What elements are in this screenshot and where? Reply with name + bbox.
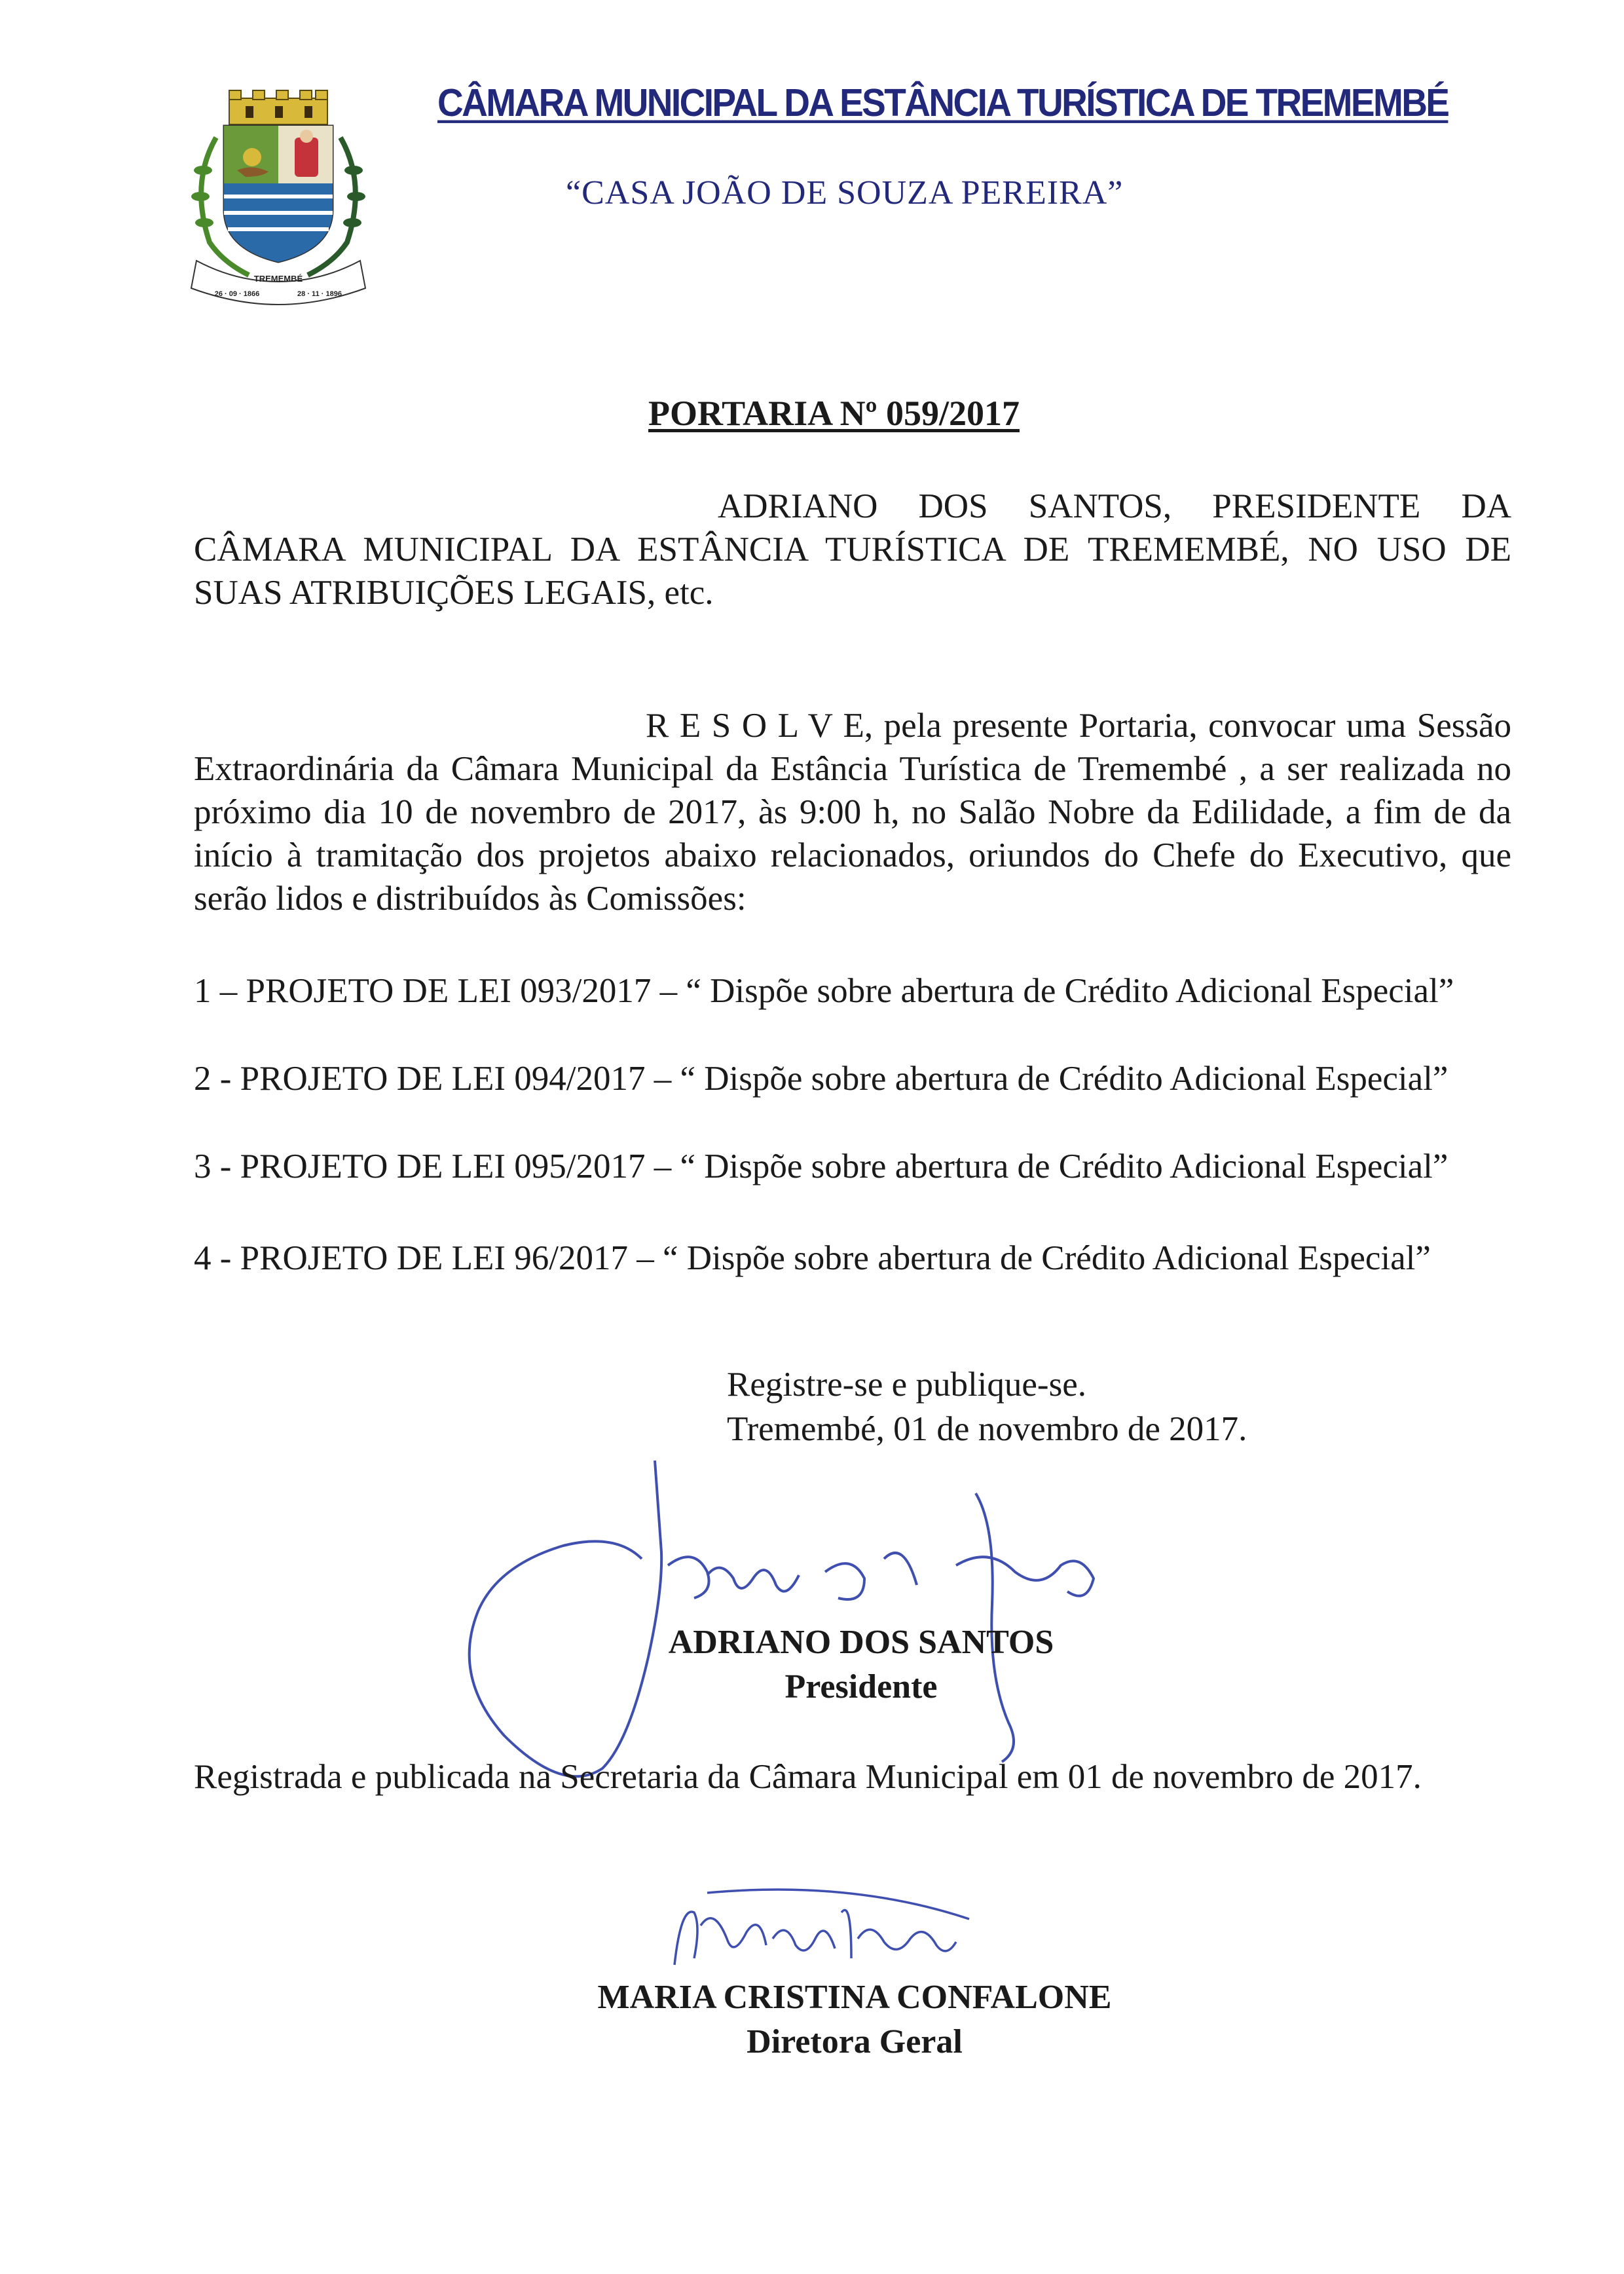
project-item-2: 2 - PROJETO DE LEI 094/2017 – “ Dispõe sobre abertura de Crédito Adicional Especial” [194,1060,1449,1098]
preamble-text: ADRIANO DOS SANTOS, PRESIDENTE DA CÂMARA MUNICIPAL DA ESTÂNCIA TURÍSTICA DE TREMEMBÉ, NO USO DE SUAS ATRIBUIÇÕES LEGAIS, etc. [194,487,1511,612]
closing-line-1: Registre-se e publique-se. [727,1366,1086,1404]
resolve-lead: R E S O L V E [646,707,864,745]
resolve-body: , pela presente Portaria, convocar uma Sessão Extraordinária da Câmara Municipal da Estância Turística de Tremembé , a ser realizada no próximo dia 10 de novembro de 2017, às 9:00 h, no Salão Nobre da Edilidade, a fim de da início à tramitação dos projetos abaixo relacionados, oriundos do Chefe do Executivo, que serão lidos e distribuídos às Comissões: [194,707,1511,918]
seal-banner-text: TREMEMBÉ [253,274,303,284]
signatory-1-name: ADRIANO DOS SANTOS [668,1624,1054,1661]
project-item-1: 1 – PROJETO DE LEI 093/2017 – “ Dispõe sobre abertura de Crédito Adicional Especial” [194,972,1454,1010]
signatory-2-name: MARIA CRISTINA CONFALONE [597,1979,1112,2016]
project-item-4: 4 - PROJETO DE LEI 96/2017 – “ Dispõe sobre abertura de Crédito Adicional Especial” [194,1239,1431,1277]
header-subtitle: “CASA JOÃO DE SOUZA PEREIRA” [566,174,1124,212]
seal-left-date: 26 · 09 · 1866 [214,290,260,298]
registration-note: Registrada e publicada na Secretaria da Câmara Municipal em 01 de novembro de 2017. [194,1758,1422,1796]
header-title: CÂMARA MUNICIPAL DA ESTÂNCIA TURÍSTICA DE TREMEMBÉ [437,81,1449,125]
preamble-paragraph [194,485,1511,614]
seal-right-date: 28 · 11 · 1896 [297,290,342,298]
director-signature [655,1886,995,1978]
project-item-3: 3 - PROJETO DE LEI 095/2017 – “ Dispõe sobre abertura de Crédito Adicional Especial” [194,1147,1449,1185]
resolve-paragraph [194,704,1511,920]
document-title: PORTARIA Nº 059/2017 [648,394,1020,433]
signatory-2-role: Diretora Geral [747,2023,963,2060]
closing-line-2: Tremembé, 01 de novembro de 2017. [727,1410,1247,1448]
municipal-seal [183,85,373,308]
signatory-1-role: Presidente [784,1668,938,1706]
